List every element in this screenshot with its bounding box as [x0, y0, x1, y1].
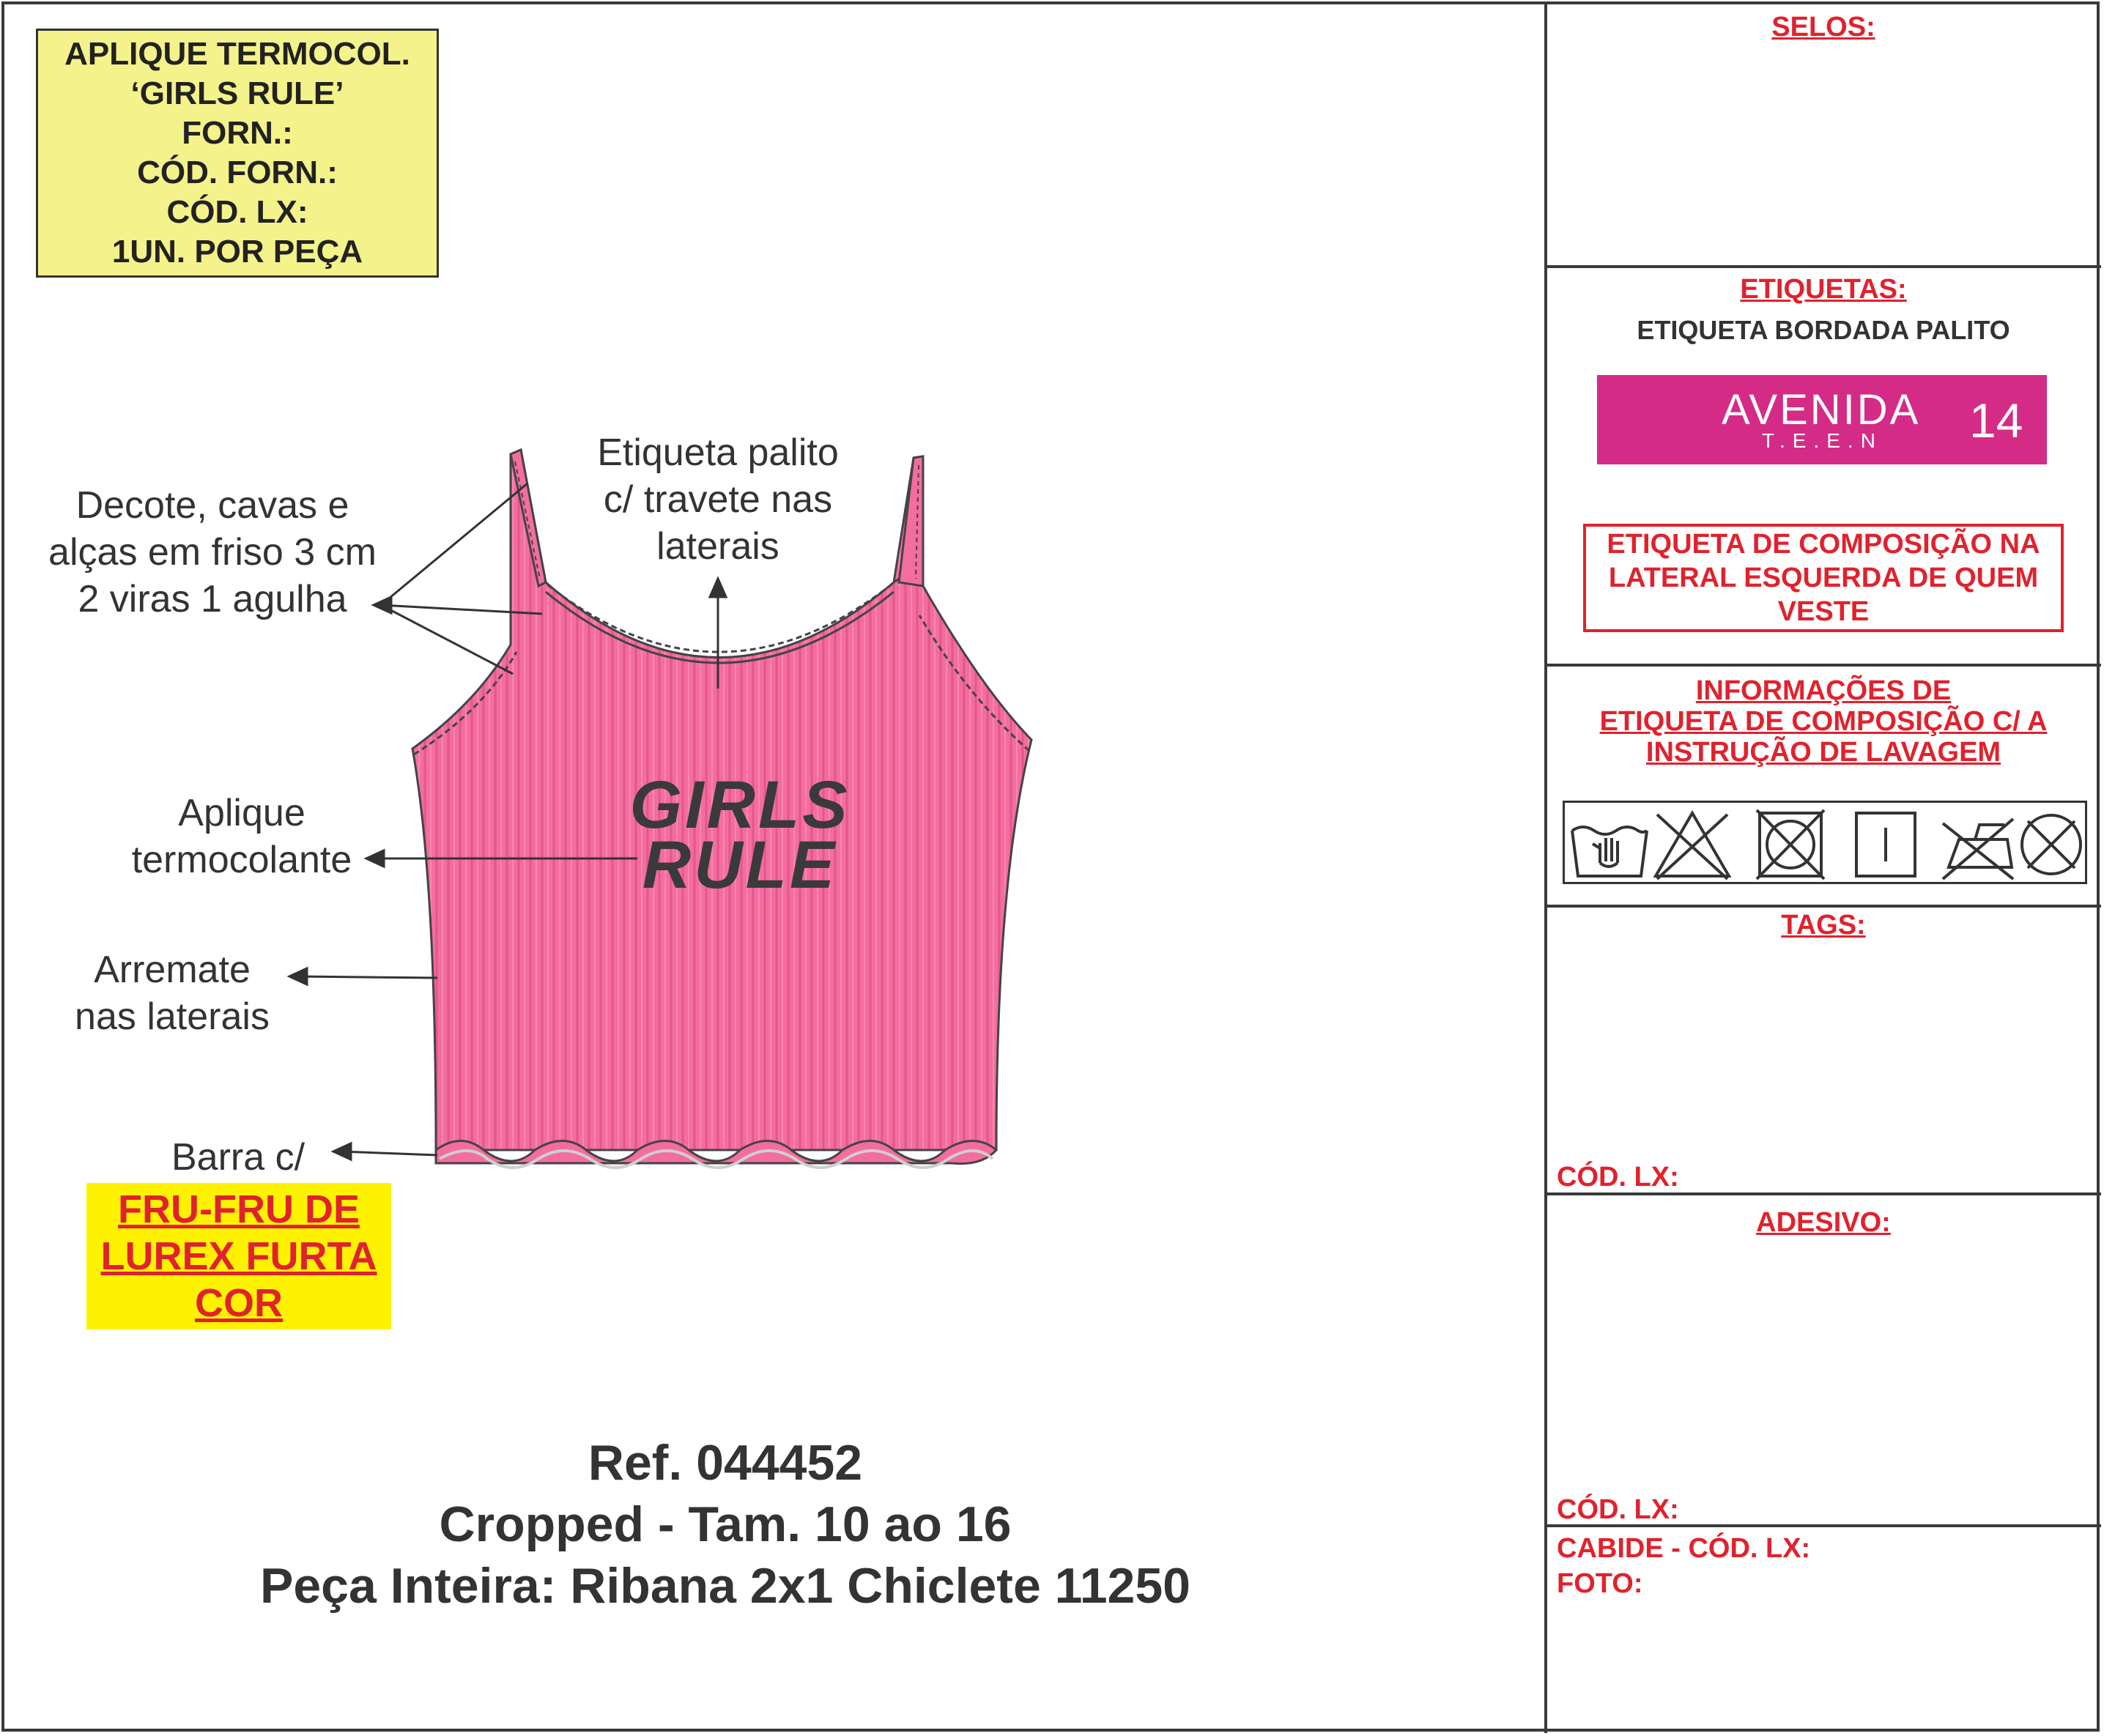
tags-cod-lx: CÓD. LX: — [1557, 1162, 1679, 1192]
care-symbols — [1565, 803, 2089, 886]
cabide-cod-lx: CABIDE - CÓD. LX: — [1557, 1533, 1811, 1564]
applique-line: CÓD. FORN.: — [137, 155, 338, 190]
brand-number: 14 — [1969, 393, 2023, 448]
cabide-foto-block — [1557, 1531, 1810, 1601]
applique-line: FORN.: — [182, 115, 293, 151]
ref-description: Cropped - Tam. 10 ao 16 — [439, 1496, 1012, 1552]
neckline-note: Decote, cavas e alças em friso 3 cm 2 viras 1 agulha — [48, 484, 377, 620]
reference-block — [132, 1432, 1319, 1617]
print-girls: GIRLS — [629, 768, 851, 842]
do-not-tumble-dry-icon — [1757, 810, 1824, 879]
adesivo-cod-lx: CÓD. LX: — [1557, 1494, 1679, 1525]
line-dry-icon — [1856, 813, 1915, 876]
applique-note: Aplique termocolante — [131, 792, 352, 881]
brand-label — [1597, 375, 2047, 464]
applique-line: CÓD. LX: — [166, 194, 308, 230]
care-info-title: INFORMAÇÕES DE ETIQUETA DE COMPOSIÇÃO C/ A INSTRUÇÃO DE LAVAGEM — [1599, 675, 2048, 768]
etiqueta-description: ETIQUETA BORDADA PALITO — [1637, 315, 2010, 345]
label-note: Etiqueta palito c/ travete nas laterais — [597, 431, 839, 568]
ref-number: Ref. 044452 — [588, 1435, 863, 1491]
applique-line: APLIQUE TERMOCOL. — [64, 36, 410, 72]
ref-fabric: Peça Inteira: Ribana 2x1 Chiclete 11250 — [259, 1558, 1191, 1614]
adesivo-title: ADESIVO: — [1756, 1207, 1891, 1238]
foto-label: FOTO: — [1557, 1568, 1643, 1599]
selos-title: SELOS: — [1771, 12, 1875, 42]
sides-note: Arremate nas laterais — [75, 949, 270, 1038]
etiquetas-title: ETIQUETAS: — [1740, 274, 1907, 305]
tags-title: TAGS: — [1781, 910, 1866, 941]
hem-note: Barra c/ — [171, 1136, 305, 1179]
do-not-dry-clean-icon — [2022, 815, 2081, 874]
brand-name: AVENIDA — [1722, 386, 1921, 434]
care-symbols-box — [1563, 801, 2087, 884]
brand-sub: T.E.E.N — [1762, 429, 1883, 452]
frufru-highlight: FRU-FRU DE LUREX FURTA COR — [86, 1183, 391, 1329]
hand-wash-icon — [1572, 827, 1647, 876]
composition-note-box: ETIQUETA DE COMPOSIÇÃO NA LATERAL ESQUERDA DE QUEM VESTE — [1583, 524, 2064, 632]
applique-line: ‘GIRLS RULE’ — [130, 75, 344, 111]
applique-line: 1UN. POR PEÇA — [111, 234, 363, 270]
print-rule: RULE — [642, 828, 838, 902]
do-not-bleach-icon — [1656, 813, 1729, 879]
do-not-iron-icon — [1943, 819, 2013, 879]
